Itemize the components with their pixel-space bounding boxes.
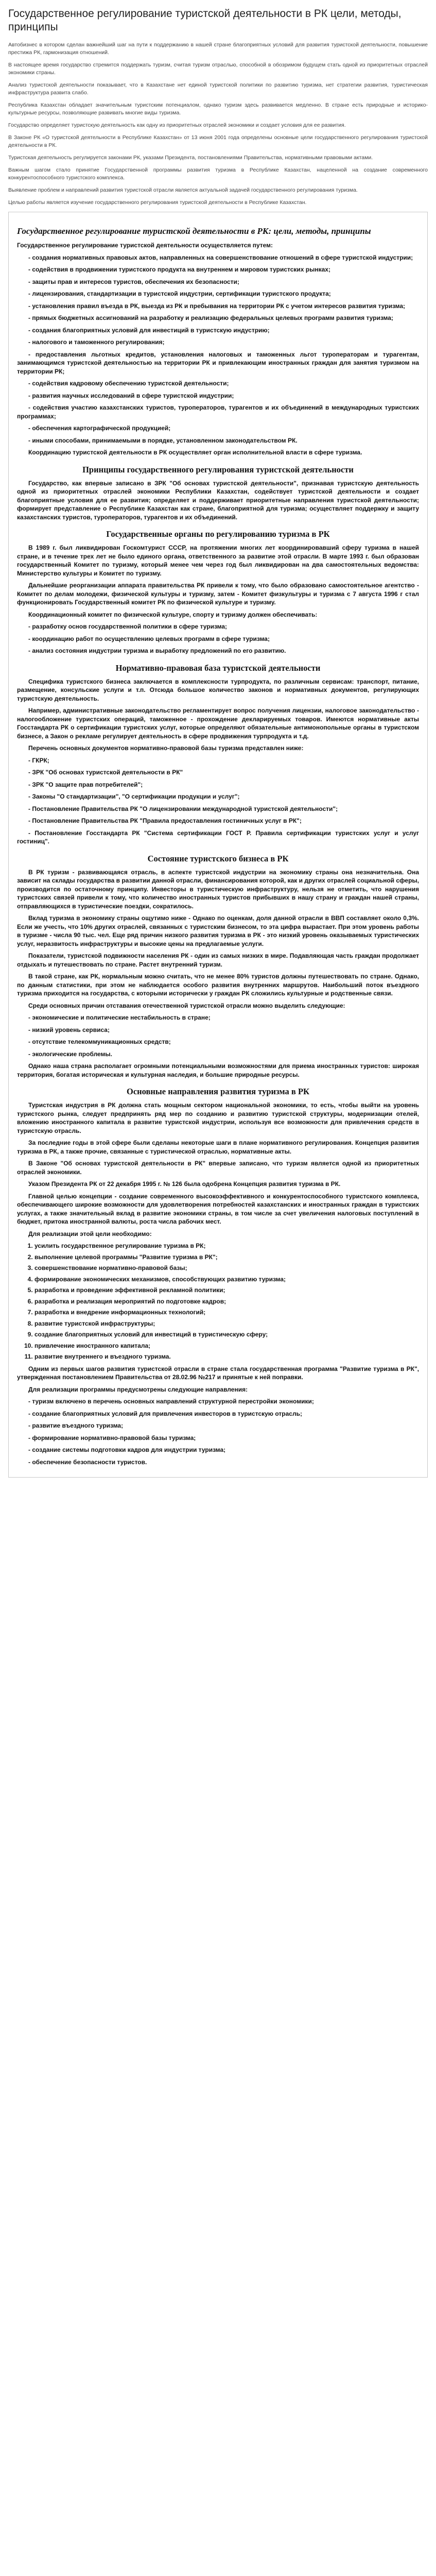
list-item: - налогового и таможенного регулирования; (28, 338, 165, 346)
list-item: 10. привлечение иностранного капитала; (34, 1342, 419, 1350)
paragraph: За последние годы в этой сфере были сделаны некоторые шаги в плане нормативного регулирования. Концепция развития туризма в РК, а также прочие, связанные с туристической отраслью, нормативные акты. (17, 1139, 419, 1155)
section4-body (17, 677, 419, 846)
section1-heading: Государственное регулирование туристской деятельности в РК: цели, методы, принципы (17, 226, 371, 236)
page-title: Государственное регулирование туристской деятельности в РК цели, методы, принципы (8, 8, 402, 33)
list-item: - туризм включено в перечень основных направлений структурной перестройки экономики; (28, 1398, 314, 1405)
section2-heading: Принципы государственного регулирования туристской деятельности (82, 464, 354, 474)
paragraph: Главной целью концепции - создание современного высокоэффективного и конкурентоспособного туристского комплекса, обеспечивающего широкие возможности для удовлетворения потребностей казахстанских и иностранных граждан в туристских услугах, а также значительный вклад в развитие экономики страны, в том числе за счет увеличения налоговых поступлений в бюджет, притока иностранной валюты, роста числа рабочих мест. (17, 1192, 419, 1225)
paragraph: Координационный комитет по физической культуре, спорту и туризму должен обеспечивать: (28, 611, 318, 618)
section5-body (17, 868, 419, 1079)
article-box (8, 212, 428, 1478)
paragraph: Вклад туризма в экономику страны ощутимо ниже - Однако по оценкам, доля данной отрасли в ВВП составляет около 0,3%. Если же учесть, что 10% других отраслей, связанных с туристским бизнесом, то эта цифра вырастает. При этом уровень работы в туризме - числа 90 тыс. чел. Еще ряд причин низкого развития туризма в РК - это низкий уровень оказываемых туристических услуг, неразвитость инфраструктуры и высокие цены на предлагаемые услуги. (17, 914, 419, 947)
section6-list-2 (17, 1397, 419, 1466)
paragraph: Например, административные законодательство регламентирует вопрос получения лицензии, налоговое законодательство - налогообложение туристских операций, таможенное - прохождение декларируемых товаров. Имеются нормативные акты Госстандарта РК о сертификации туристских услуг, которые определяют обязательные антимонопольные органы в туристском бизнесе, а Закон о рекламе регулирует деятельность в сфере продвижения турпродукта и т.д. (17, 707, 419, 740)
paragraph: - отсутствие телекоммуникационных средств; (28, 1038, 171, 1045)
paragraph: Для реализации программы предусмотрены следующие направления: (28, 1385, 248, 1393)
paragraph: Однако наша страна располагает огромными потенциальными возможностями для приема иностранных туристов: широкая территория, богатая историческая и культурная наследия, и большие природные ресурсы. (17, 1062, 419, 1078)
list-item: - прямых бюджетных ассигнований на разработку и реализацию федеральных целевых программ развития туризма; (28, 314, 393, 321)
list-item: - иными способами, принимаемыми в порядке, установленном законодательством РК. (28, 436, 298, 444)
list-item: - создание благоприятных условий для привлечения инвесторов в туристскую отрасль; (28, 1410, 302, 1417)
section6-body-2 (17, 1365, 419, 1394)
paragraph: - экологические проблемы. (28, 1050, 113, 1058)
paragraph: Перечень основных документов нормативно-правовой базы туризма представлен ниже: (28, 744, 304, 752)
list-item: 9. создание благоприятных условий для инвестиций в туристическую сферу; (34, 1330, 419, 1339)
paragraph: - Постановление Госстандарта РК "Система сертификации ГОСТ Р. Правила сертификации туристских услуг и услуг гостиниц". (17, 829, 419, 845)
paragraph: - анализ состояния индустрии туризма и выработку предложений по его развитию. (28, 647, 286, 654)
paragraph: Туристская индустрия в РК должна стать мощным сектором национальной экономики, то есть, чтобы выйти на уровень туристского рынка, следует предпринять ряд мер по созданию и развитию туристской структуры, модернизации отелей, вложению иностранного капитала в развитие туристской индустрии, используя все возможности для привлечения средств в туристскую отрасль. (17, 1101, 419, 1134)
section1-closing: Координацию туристской деятельности в РК осуществляет орган исполнительной власти в сфере туризма. (28, 449, 362, 456)
paragraph: В РК туризм - развивающаяся отрасль, в аспекте туристской индустрии на экономику страны она незначительна. Она зависит на склады государства в развитии данной отрасли, финансирования которой, как и других отраслей социальной сферы, производится по остаточному принципу. Инвесторы в туристическую инфраструктуру, нельзя не отметить, что нарушения туристских связей привели к тому, что количество иностранных туристов прибывших в нашу страну и граждан нашей страны, отправляющихся в туристические поездки, сократилось. (17, 868, 419, 910)
section6-heading: Основные направления развития туризма в РК (127, 1087, 309, 1096)
intro-section (8, 41, 428, 207)
list-item: - создание системы подготовки кадров для индустрии туризма; (28, 1446, 226, 1453)
list-item: 3. совершенствование нормативно-правовой базы; (34, 1264, 419, 1273)
list-item: 6. разработка и реализация мероприятий по подготовке кадров; (34, 1297, 419, 1306)
list-item: - лицензирования, стандартизации в туристской индустрии, сертификации туристского продукта; (28, 290, 331, 297)
paragraph: - ЗРК "О защите прав потребителей"; (28, 781, 143, 788)
list-item: - содействия участию казахстанских туристов, туроператоров, турагентов и их объединений в международных туристских программах; (17, 404, 419, 420)
intro-paragraph: В Законе РК «О туристской деятельности в Республике Казахстан» от 13 июня 2001 года определены основные цели государственного регулирования туристской деятельности в РК. (8, 134, 428, 148)
list-item: - обеспечения картографической продукцией; (28, 425, 171, 432)
list-item: 11. развитие внутреннего и въездного туризма. (34, 1352, 419, 1361)
paragraph: Указом Президента РК от 22 декабря 1995 г. № 126 была одобрена Концепция развития туризма в РК. (28, 1180, 341, 1188)
list-item: 4. формирование экономических механизмов, способствующих развитию туризма; (34, 1275, 419, 1284)
paragraph: Для реализации этой цели необходимо: (28, 1230, 152, 1238)
list-item: 5. разработка и проведение эффективной рекламной политики; (34, 1286, 419, 1295)
paragraph: Показатели, туристской подвижности населения РК - один из самых низких в мире. Подавляющая часть граждан продолжает отдыхать и путешествовать по стране. Растет внутренний туризм. (17, 952, 419, 968)
paragraph: - экономические и политические нестабильность в стране; (28, 1014, 211, 1021)
list-item: - создания благоприятных условий для инвестиций в туристскую индустрию; (28, 326, 270, 334)
list-item: 7. разработка и внедрение информационных технологий; (34, 1308, 419, 1317)
section1-lead: Государственное регулирование туристской деятельности осуществляется путем: (17, 242, 273, 249)
paragraph: Дальнейшие реорганизации аппарата правительства РК привели к тому, что было образовано самостоятельное агентство - Комитет по делам молодежи, физической культуры и туризму, затем - Комитет физкультуры и туризма с 7 августа 1996 г стал функционировать Государственный комитет РК по физической культуре и туризму. (17, 582, 419, 606)
paragraph: Среди основных причин отставания отечественной туристской отрасли можно выделить следующие: (28, 1002, 345, 1009)
intro-paragraph: Выявление проблем и направлений развития туристской отрасли является актуальной задачей государственного регулирования туризма. (8, 187, 358, 193)
list-item: - установления правил въезда в РК, выезда из РК и пребывания на территории РК с учетом интересов развития туризма; (28, 302, 406, 310)
list-item: 2. выполнение целевой программы "Развитие туризма в РК"; (34, 1253, 419, 1262)
paragraph: В такой стране, как РК, нормальным можно считать, что не менее 80% туристов должны путешествовать по стране. Однако, по данным статистики, при этом не наблюдается особого развития внутренних маршрутов. Наибольший поток въездного туризма приходится на государства, с которыми исторически у граждан РК сложились культурные и родственные связи. (17, 973, 419, 997)
list-item: - защиты прав и интересов туристов, обеспечения их безопасности; (28, 278, 239, 285)
intro-paragraph: Автобизнес в котором сделан важнейший шаг на пути к поддержанию в нашей стране благоприятных условий для развития туристской деятельности, повышение престижа РК, гармонизация отношений. (8, 42, 428, 56)
paragraph: Одним из первых шагов развития туристской отрасли в стране стала государственная программа "Развитие туризма в РК", утвержденная постановлением Правительства от 28.02.96 №217 и принятые к ней поправки. (17, 1365, 419, 1381)
intro-paragraph: В настоящее время государство стремится поддержать туризм, считая туризм отраслью, способной в обозримом будущем стать одной из приоритетных отраслей экономики страны. (8, 62, 428, 76)
list-item: - развитие въездного туризма; (28, 1422, 124, 1429)
paragraph: - координацию работ по осуществлению целевых программ в сфере туризма; (28, 635, 270, 642)
intro-paragraph: Важным шагом стало принятие Государственной программы развития туризма в Республике Казахстан, нацеленной на создание современного конкурентоспособного туристского комплекса. (8, 167, 428, 181)
list-item: 1. усилить государственное регулирование туризма в РК; (34, 1242, 419, 1250)
list-item: - создания нормативных правовых актов, направленных на совершенствование отношений в сфере туристской индустрии; (28, 253, 413, 261)
list-item: - предоставления льготных кредитов, установления налоговых и таможенных льгот туроператорам и турагентам, занимающимся туристской деятельностью на территории РК и привлекающим иностранных граждан для занятия туризмом на территории РК; (17, 350, 419, 375)
paragraph: В Законе "Об основах туристской деятельности в РК" впервые записано, что туризм является одной из приоритетных отраслей экономики. (17, 1160, 419, 1176)
paragraph: - ЗРК "Об основах туристской деятельности в РК" (28, 769, 183, 776)
paragraph: - низкий уровень сервиса; (28, 1026, 110, 1033)
paragraph: - Постановление Правительства РК "О лицензировании международной туристской деятельности"; (28, 805, 338, 812)
list-item: 8. развитие туристской инфраструктуры; (34, 1319, 419, 1328)
section5-heading: Состояние туристского бизнеса в РК (147, 853, 289, 863)
list-item: - содействия кадровому обеспечению туристской деятельности; (28, 380, 229, 387)
intro-paragraph: Государство определяет туристскую деятельность как одну из приоритетных отраслей экономики и создает условия для ее развития. (8, 122, 346, 128)
section1-list (17, 253, 419, 445)
section6-numbered-list (17, 1242, 419, 1361)
section6-body (17, 1101, 419, 1238)
list-item: - содействия в продвижении туристского продукта на внутреннем и мировом туристских рынках; (28, 266, 330, 273)
paragraph: В 1989 г. был ликвидирован Госкомтурист СССР, на протяжении многих лет координировавший сферу туризма в нашей стране, и в течение трех лет не было единого органа, ответственного за развитие этой отрасли. В марте 1993 г. был образован государственный Комитет по туризму, который менее чем через год был ликвидирован на два самостоятельных ведомства: Министерство культуры и Комитет по туризму. (17, 544, 419, 577)
section3-body (17, 544, 419, 655)
intro-paragraph: Анализ туристской деятельности показывает, что в Казахстане нет единой туристской политики по развитию туризма, нет стратегии развития, туристическая инфраструктура развита слабо. (8, 82, 428, 96)
list-item: - развития научных исследований в сфере туристской индустрии; (28, 392, 234, 399)
section2-paragraph: Государство, как впервые записано в ЗРК "Об основах туристской деятельности", признавая туристскую деятельность одной из приоритетных отраслей экономики Республики Казахстан, содействует туристской деятельности и создает благоприятные условия для ее развития; определяет и поддерживает приоритетные направления туристской деятельности; формирует представление о Республике Казахстан как стране, благоприятной для туризма; осуществляет поддержку и защиту казахстанских туристов, туроператоров, турагентов и их объединений. (17, 479, 419, 521)
intro-paragraph: Туристская деятельность регулируется законами РК, указами Президента, постановлениями Правительства, нормативными правовыми актами. (8, 155, 373, 161)
list-item: - обеспечение безопасности туристов. (28, 1458, 147, 1466)
section4-heading: Нормативно-правовая база туристской деятельности (115, 663, 321, 673)
paragraph: - разработку основ государственной политики в сфере туризма; (28, 623, 228, 630)
paragraph: - Законы "О стандартизации", "О сертификации продукции и услуг"; (28, 793, 240, 800)
paragraph: Специфика туристского бизнеса заключается в комплексности турпродукта, по различным сервисам: транспорт, питание, размещение, консульские услуги и т.п. Отсюда большое количество законов и нормативных документов, регулирующих туристскую деятельность. (17, 677, 419, 702)
list-item: - формирование нормативно-правовой базы туризма; (28, 1434, 196, 1442)
intro-paragraph: Республика Казахстан обладает значительным туристским потенциалом, однако туризм здесь развивается медленно. В стране есть природные и историко-культурные ресурсы, позволяющие развивать многие виды туризма. (8, 102, 428, 116)
paragraph: - ГКРК; (28, 756, 49, 764)
section3-heading: Государственные органы по регулированию туризма в РК (106, 529, 330, 539)
paragraph: - Постановление Правительства РК "Правила предоставления гостиничных услуг в РК"; (28, 817, 302, 824)
intro-paragraph: Целью работы является изучение государственного регулирования туристской деятельности в Республике Казахстан. (8, 199, 307, 206)
